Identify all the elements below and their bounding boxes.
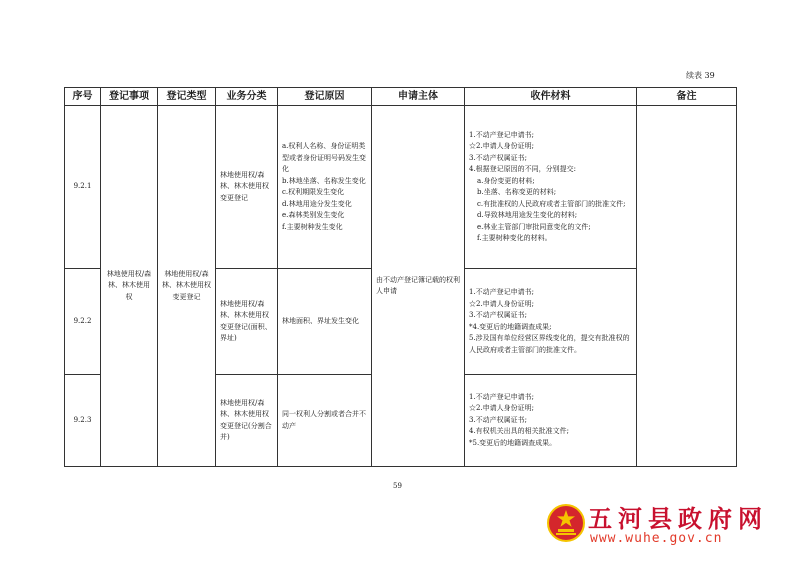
material-line: 3.不动产权属证书;	[469, 153, 528, 162]
shared-note-cell	[637, 106, 737, 467]
reason-line: 同一权利人分割或者合并不动产	[282, 410, 366, 430]
row-seq: 9.2.3	[65, 375, 101, 467]
material-line: b.坐落、名称变更的材料;	[477, 188, 557, 196]
continued-label: 续表 39	[686, 71, 715, 80]
reason-line: 林地面积、界址发生变化	[282, 316, 359, 325]
reason-line: d.林地用途分发生变化	[282, 199, 352, 208]
material-line: d.导致林地用途发生变化的材料;	[477, 211, 578, 219]
row-category: 林地使用权/森林、林木使用权变更登记	[216, 106, 278, 269]
material-line: a.身份变更的材料;	[477, 176, 535, 185]
header-type: 登记类型	[158, 88, 216, 106]
material-line: *4.变更后的地籍调查成果;	[469, 322, 552, 331]
material-line: 4.有权机关出具的相关批准文件;	[469, 427, 570, 436]
row-materials	[465, 106, 637, 269]
row-category: 林地使用权/森林、林木使用权变更登记(面积、界址)	[216, 269, 278, 375]
material-line: ☆2.申请人身份证明;	[469, 299, 535, 308]
reason-line: e.森林类别发生变化	[282, 211, 345, 219]
header-item: 登记事项	[101, 88, 158, 106]
header-materials: 收件材料	[465, 88, 637, 106]
table-header-row	[65, 88, 737, 106]
shared-applicant-cell: 由不动产登记簿记载的权利人申请	[372, 106, 465, 467]
material-line: *5.变更后的地籍调查成果。	[469, 438, 557, 447]
shared-type-cell: 林地使用权/森林、林木使用权变更登记	[158, 106, 216, 467]
site-url: www.wuhe.gov.cn	[590, 531, 723, 546]
material-line: 1.不动产登记申请书;	[469, 288, 535, 296]
row-reason	[278, 106, 372, 269]
row-materials	[465, 375, 637, 467]
material-line: c.有批准权的人民政府或者主管部门的批准文件;	[477, 199, 626, 208]
material-line: 5.涉及国有单位经营区界线变化的，提交有批准权的人民政府或者主管部门的批准文件。	[469, 334, 630, 354]
header-category: 业务分类	[216, 88, 278, 106]
row-reason	[278, 375, 372, 467]
material-line: ☆2.申请人身份证明;	[469, 142, 535, 150]
material-line: ☆2.申请人身份证明;	[469, 404, 535, 413]
registration-table	[64, 87, 737, 467]
material-line: 3.不动产权属证书;	[469, 415, 528, 424]
reason-line: b.林地坐落、名称发生变化	[282, 176, 366, 185]
header-seq: 序号	[65, 88, 101, 106]
material-line: e.林业主管部门审批同意变化的文件;	[477, 222, 591, 231]
reason-line: c.权利期限发生变化	[282, 188, 345, 196]
site-title: 五河县政府网	[588, 505, 768, 533]
row-reason	[278, 269, 372, 375]
row-seq: 9.2.2	[65, 269, 101, 375]
reason-line: f.主要树种发生变化	[282, 222, 343, 231]
table-row	[65, 106, 737, 269]
row-materials	[465, 269, 637, 375]
material-line: 4.根据登记原因的不同，分别提交:	[469, 165, 577, 173]
page-number: 59	[393, 482, 402, 490]
material-line: 1.不动产登记申请书;	[469, 392, 535, 401]
shared-item-cell: 林地使用权/森林、林木使用权	[101, 106, 158, 467]
header-note: 备注	[637, 88, 737, 106]
reason-line: a.权利人名称、身份证明类型或者身份证明号码发生变化	[282, 142, 366, 173]
header-reason: 登记原因	[278, 88, 372, 106]
row-seq: 9.2.1	[65, 106, 101, 269]
material-line: 3.不动产权属证书;	[469, 311, 528, 319]
row-category: 林地使用权/森林、林木使用权变更登记(分割合并)	[216, 375, 278, 467]
header-applicant: 申请主体	[372, 88, 465, 106]
material-line: 1.不动产登记申请书;	[469, 130, 535, 139]
material-line: f.主要树种变化的材料。	[477, 234, 552, 242]
national-emblem-icon	[546, 503, 586, 543]
